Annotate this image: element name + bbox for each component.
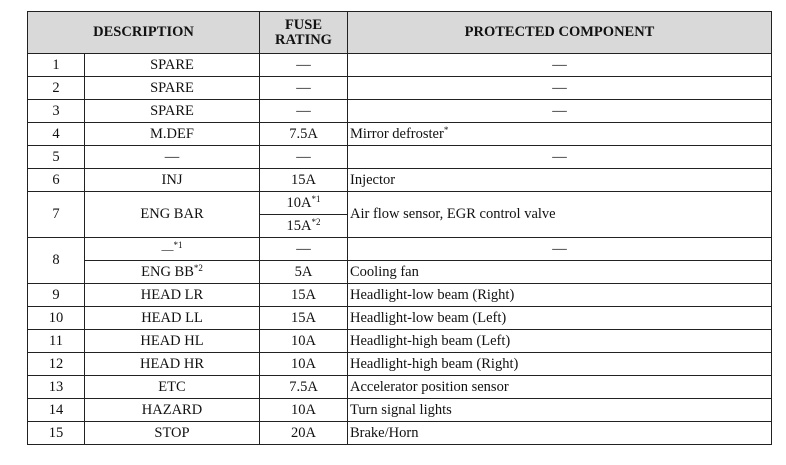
fuse-table — [27, 11, 772, 445]
fuse-description: SPARE — [85, 54, 260, 77]
fuse-description: HEAD LR — [85, 284, 260, 307]
fuse-rating — [260, 192, 348, 215]
fuse-rating: 10A — [260, 330, 348, 353]
table-row — [28, 54, 772, 77]
fuse-description: HAZARD — [85, 399, 260, 422]
footnote-marker: *1 — [173, 239, 183, 250]
fuse-rating: — — [260, 238, 348, 261]
protected-component: — — [348, 77, 772, 100]
fuse-description — [85, 238, 260, 261]
fuse-number: 14 — [28, 399, 85, 422]
table-row — [28, 192, 772, 215]
fuse-number: 6 — [28, 169, 85, 192]
table-row — [28, 399, 772, 422]
protected-component: Headlight-high beam (Left) — [348, 330, 772, 353]
fuse-description: HEAD HR — [85, 353, 260, 376]
protected-component: Headlight-low beam (Right) — [348, 284, 772, 307]
fuse-number: 7 — [28, 192, 85, 238]
table-row — [28, 284, 772, 307]
table-row — [28, 353, 772, 376]
fuse-number: 13 — [28, 376, 85, 399]
fuse-description: ETC — [85, 376, 260, 399]
fuse-number: 1 — [28, 54, 85, 77]
table-row — [28, 422, 772, 445]
fuse-rating: — — [260, 146, 348, 169]
fuse-rating: — — [260, 54, 348, 77]
protected-component — [348, 123, 772, 146]
fuse-description: HEAD LL — [85, 307, 260, 330]
footnote-marker: *2 — [193, 262, 203, 273]
fuse-number: 9 — [28, 284, 85, 307]
fuse-number: 2 — [28, 77, 85, 100]
table-row — [28, 77, 772, 100]
table-row — [28, 169, 772, 192]
protected-component: Headlight-low beam (Left) — [348, 307, 772, 330]
protected-component: Injector — [348, 169, 772, 192]
fuse-rating — [260, 215, 348, 238]
component-text: Mirror defroster — [350, 125, 444, 142]
fuse-number: 10 — [28, 307, 85, 330]
protected-component: Headlight-high beam (Right) — [348, 353, 772, 376]
protected-component: Cooling fan — [348, 261, 772, 284]
fuse-rating: 15A — [260, 169, 348, 192]
fuse-rating: 10A — [260, 399, 348, 422]
fuse-rating: 5A — [260, 261, 348, 284]
fuse-description: SPARE — [85, 77, 260, 100]
protected-component: Turn signal lights — [348, 399, 772, 422]
protected-component: Accelerator position sensor — [348, 376, 772, 399]
header-description: DESCRIPTION — [28, 12, 260, 54]
header-fuse-rating-line1: FUSE — [284, 17, 323, 33]
fuse-number: 4 — [28, 123, 85, 146]
protected-component: — — [348, 100, 772, 123]
table-row — [28, 307, 772, 330]
fuse-rating: — — [260, 100, 348, 123]
fuse-number: 11 — [28, 330, 85, 353]
header-fuse-rating — [260, 12, 348, 54]
fuse-number: 3 — [28, 100, 85, 123]
description-text: — — [161, 241, 174, 256]
fuse-number: 12 — [28, 353, 85, 376]
fuse-description: — — [85, 146, 260, 169]
fuse-rating: 7.5A — [260, 376, 348, 399]
fuse-number: 5 — [28, 146, 85, 169]
table-row — [28, 146, 772, 169]
footnote-marker: * — [443, 124, 449, 135]
protected-component: — — [348, 146, 772, 169]
protected-component: Brake/Horn — [348, 422, 772, 445]
description-text: ENG BB — [141, 263, 194, 280]
fuse-rating: 15A — [260, 284, 348, 307]
table-row — [28, 261, 772, 284]
header-protected-component: PROTECTED COMPONENT — [348, 12, 772, 54]
header-row — [28, 12, 772, 54]
fuse-description — [85, 261, 260, 284]
fuse-description: ENG BAR — [85, 192, 260, 238]
fuse-number: 15 — [28, 422, 85, 445]
protected-component: — — [348, 238, 772, 261]
fuse-description: SPARE — [85, 100, 260, 123]
protected-component: — — [348, 54, 772, 77]
header-fuse-rating-line2: RATING — [275, 31, 332, 48]
fuse-rating: 10A — [260, 353, 348, 376]
rating-text: 15A — [286, 217, 312, 234]
table-row — [28, 376, 772, 399]
footnote-marker: *2 — [311, 216, 321, 227]
fuse-description: STOP — [85, 422, 260, 445]
fuse-description: M.DEF — [85, 123, 260, 146]
rating-text: 10A — [286, 194, 312, 211]
fuse-description: INJ — [85, 169, 260, 192]
fuse-description: HEAD HL — [85, 330, 260, 353]
table-row — [28, 330, 772, 353]
fuse-rating: 15A — [260, 307, 348, 330]
fuse-rating: — — [260, 77, 348, 100]
table-row — [28, 100, 772, 123]
table-row — [28, 123, 772, 146]
protected-component: Air flow sensor, EGR control valve — [348, 192, 772, 238]
footnote-marker: *1 — [311, 193, 321, 204]
table-row — [28, 238, 772, 261]
fuse-rating: 20A — [260, 422, 348, 445]
fuse-rating: 7.5A — [260, 123, 348, 146]
fuse-number: 8 — [28, 238, 85, 284]
